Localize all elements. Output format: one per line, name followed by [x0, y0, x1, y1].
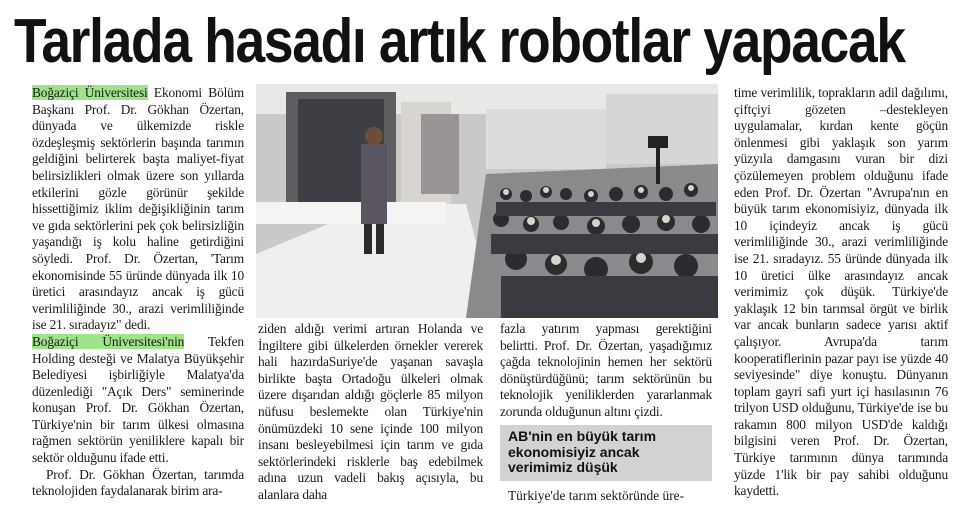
column-3-text: fazla yatırım yapması gerektiğini belirtti. Prof. Dr. Özertan, yaşadığımız çağda teknolojinin hemen her sektörü dönüştürdüğünü; tarım sektörünün bu teknolojik yeniliklerden yararlanmak zorunda olduğunun altını çizdi. — [500, 321, 712, 419]
highlighted-university-name-2: Boğaziçi Üniversitesi'nin — [32, 333, 185, 349]
paragraph-2-text: Tekfen Holding desteği ve Malatya Büyükşehir Belediyesi işbirliğiyle Malatya'da düzenlediği "Açık Ders" seminerinde konuşan Prof. Dr. Gökhan Özertan, Türkiye'nin bir tarım ülkesi olmasına rağmen sektörün yeniliklere kapalı bir sektör olduğunu ifade etti. — [32, 333, 244, 466]
seminar-photo-illustration — [256, 84, 718, 318]
subheading-box: AB'nin en büyük tarım ekonomisiyiz ancak verimimiz düşük — [500, 425, 712, 481]
paragraph-2 — [32, 334, 244, 467]
column-4-text: time verimlilik, toprakların adil dağılımı, çiftçiyi gözeten –destekleyen uygulamalar, kırdan kente göçün önlenmesi gibi yaklaşık son yarım yüzyıla damgasını vuran bir dizi çözülemeyen problem olduğunu ifade eden Prof. Dr. Özertan "Avrupa'nın en büyük tarım ekonomisiyiz, dünyada ilk 10 içindeyiz ancak iş gücü verimliliğinde 30., arazi verimliliğinde ise 21. sıradayız. 55 üründe dünyada ilk 10 üretici ülke arasındayız ancak verimimiz çok düşük. Türkiye'de yaklaşık 12 bin tarımsal örgüt ve birlik var ancak bunların sadece yarısı aktif çalışıyor. Avrupa'da tarım kooperatiflerinin pazar payı ise yüzde 40 seviyesinde" diye konuştu. Dünyanın toplam gayri safi yurt içi hasılasının 76 trilyon USD olduğunu, Türkiye'de ise bu rakamın 800 milyon USD'de kaldığı bilgisini veren Prof. Dr. Özertan, Türkiye tarımının dünya tarımında yüzde 1'lik bir pay sahibi olduğunu kaydetti. — [734, 85, 948, 499]
paragraph-1-text: Ekonomi Bölüm Başkanı Prof. Dr. Gökhan Özertan, dünyada ve ülkemizde riskle özdeşleşmiş sektörlerin başında tarımın geldiğini belirterek başta maliyet-fiyat belirsizlikleri olmak üzere son yıllarda etkilerini gözle görünür şekilde hissettiğimiz iklim değişikliğinin tarım ve gıda sektörlerini pek çok belirsizliğin yaşandığı iş kolu haline getirdiğini söyledi. Prof. Dr. Özertan, 'Tarım ekonomisinde 55 üründe dünyada ilk 10 üretici arasındayız ancak iş gücü verimliliğinde 30., arazi verimliliğinde ise 21. sıradayız" dedi. — [32, 85, 244, 333]
paragraph-1 — [32, 85, 244, 334]
headline: Tarlada hasadı artık robotlar yapacak — [14, 7, 905, 76]
column-2-text: ziden aldığı verimi artıran Holanda ve İngiltere gibi ülkelerden örnekler vererek hali hazırdaSuriye'de yaşanan savaşla birlikte başta Ortadoğu ülkeleri olmak üzere dışarıdan aldığı göçlerle 85 milyon nüfusu beslemekte olan Türkiye'nin önümüzdeki 10 sene içinde 100 milyon insanı besleyebilmesi için tarım ve gıda sektörlerindeki risklerle baş edebilmek adına uzun vadeli bakış açısıyla, bu alanlara daha — [258, 321, 483, 502]
seminar-photo — [256, 84, 718, 318]
article-column-3 — [500, 321, 712, 421]
article-column-2 — [258, 321, 483, 504]
paragraph-3: Prof. Dr. Gökhan Özertan, tarımda teknolojiden faydalanarak birim ara- — [32, 466, 244, 499]
article-column-1 — [32, 85, 244, 500]
highlighted-university-name: Boğaziçi Üniversitesi — [32, 85, 148, 100]
subheading-following-text: Türkiye'de tarım sektöründe üre- — [508, 488, 685, 503]
article-column-4 — [734, 85, 948, 500]
